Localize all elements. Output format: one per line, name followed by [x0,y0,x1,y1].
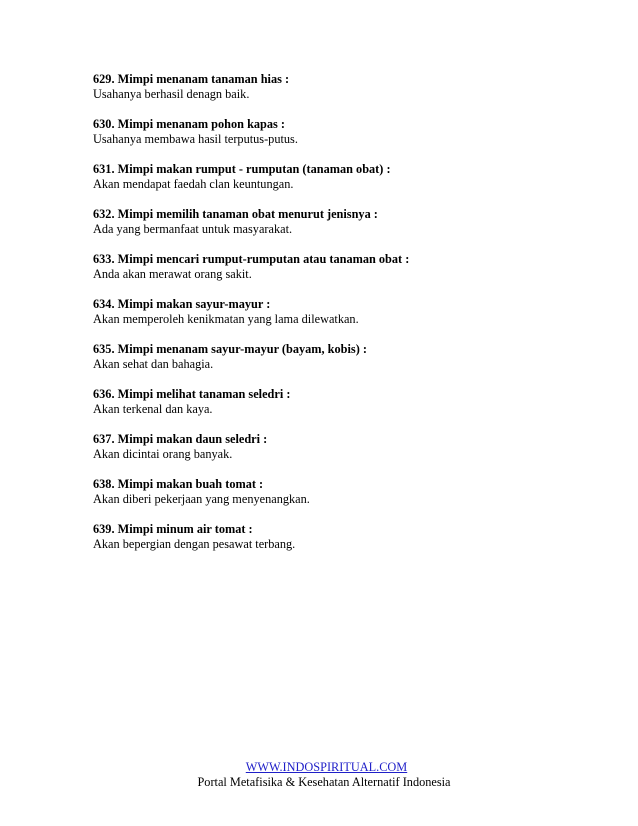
entry-634 [93,297,563,327]
entry-meaning: Akan memperoleh kenikmatan yang lama dilewatkan. [93,312,359,326]
page-footer [0,760,638,790]
dream-interpretation-list [93,72,563,567]
footer-tagline: Portal Metafisika & Kesehatan Alternatif Indonesia [197,775,451,789]
entry-meaning: Akan bepergian dengan pesawat terbang. [93,537,296,551]
entry-title: 631. Mimpi makan rumput - rumputan (tanaman obat) : [93,162,391,176]
entry-title: 636. Mimpi melihat tanaman seledri : [93,387,291,401]
entry-637 [93,432,563,462]
entry-meaning: Akan sehat dan bahagia. [93,357,214,371]
entry-title: 630. Mimpi menanam pohon kapas : [93,117,286,131]
entry-meaning: Akan dicintai orang banyak. [93,447,233,461]
entry-title: 635. Mimpi menanam sayur-mayur (bayam, kobis) : [93,342,367,356]
entry-meaning: Usahanya membawa hasil terputus-putus. [93,132,298,146]
entry-title: 632. Mimpi memilih tanaman obat menurut jenisnya : [93,207,378,221]
entry-meaning: Akan mendapat faedah clan keuntungan. [93,177,294,191]
entry-meaning: Usahanya berhasil denagn baik. [93,87,250,101]
entry-title: 639. Mimpi minum air tomat : [93,522,253,536]
entry-title: 629. Mimpi menanam tanaman hias : [93,72,290,86]
entry-639 [93,522,563,552]
entry-629 [93,72,563,102]
entry-631 [93,162,563,192]
entry-title: 634. Mimpi makan sayur-mayur : [93,297,271,311]
entry-meaning: Anda akan merawat orang sakit. [93,267,252,281]
entry-636 [93,387,563,417]
entry-title: 637. Mimpi makan daun seledri : [93,432,268,446]
website-link[interactable]: WWW.INDOSPIRITUAL.COM [245,760,408,774]
entry-638 [93,477,563,507]
entry-635 [93,342,563,372]
entry-632 [93,207,563,237]
entry-meaning: Akan diberi pekerjaan yang menyenangkan. [93,492,310,506]
entry-meaning: Ada yang bermanfaat untuk masyarakat. [93,222,293,236]
entry-630 [93,117,563,147]
entry-633 [93,252,563,282]
entry-title: 633. Mimpi mencari rumput-rumputan atau tanaman obat : [93,252,410,266]
entry-title: 638. Mimpi makan buah tomat : [93,477,264,491]
entry-meaning: Akan terkenal dan kaya. [93,402,213,416]
